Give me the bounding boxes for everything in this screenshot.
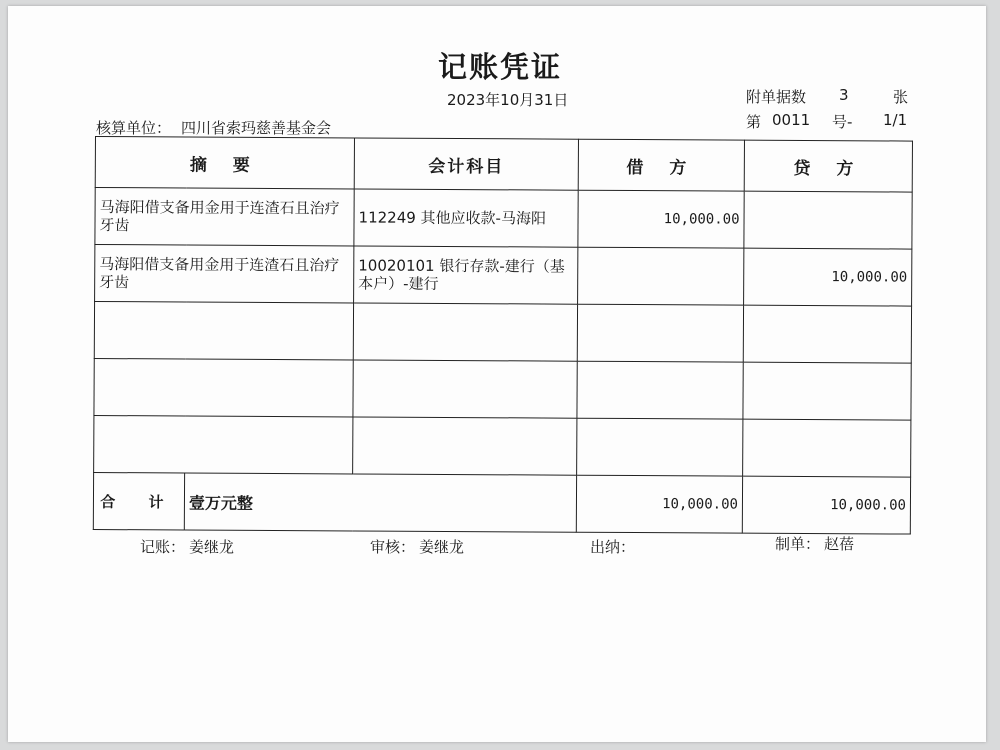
bookkeeper-signature [140,536,234,557]
total-credit: 10,000.00 [742,476,910,534]
total-debit: 10,000.00 [576,475,742,533]
row-credit: 10,000.00 [744,248,912,306]
row-debit [577,304,743,362]
reviewer-signature [370,536,464,557]
row-debit [578,247,744,305]
row-account [353,417,577,475]
row-credit [743,362,911,420]
voucher-page: 1/1 [883,111,908,129]
row-summary: 马海阳借支备用金用于连渣石且治疗牙齿 [95,188,354,246]
voucher-number-prefix: 第 [746,113,762,131]
reviewer-label: 审核： [370,538,416,556]
table-row [94,302,911,364]
row-account: 112249 其他应收款-马海阳 [354,189,578,247]
row-debit [577,361,743,419]
voucher-number-value: 0011 [772,111,811,129]
row-account: 10020101 银行存款-建行（基本户）-建行 [354,246,578,304]
header-credit: 贷 方 [744,140,912,192]
bookkeeper-label: 记账： [140,538,186,556]
attachment-label: 附单据数 [746,88,807,106]
header-debit: 借 方 [578,139,744,191]
total-label: 合 计 [93,472,184,530]
voucher-table [93,136,913,535]
attachment-number: 3 [839,86,849,104]
voucher-date: 2023年10月31日 [447,91,569,109]
row-summary [94,358,353,416]
row-account [353,360,577,418]
reviewer-name: 姜继龙 [419,538,465,556]
header-summary: 摘 要 [95,137,354,189]
row-credit [743,419,911,477]
row-credit [744,191,912,249]
row-summary: 马海阳借支备用金用于连渣石且治疗牙齿 [95,245,354,303]
preparer-name: 赵蓓 [824,535,855,553]
attachment-unit: 张 [893,88,909,106]
accounting-unit-name: 四川省索玛慈善基金会 [181,119,332,137]
row-debit: 10,000.00 [578,190,744,248]
accounting-unit-label: 核算单位： [96,119,172,137]
row-account [353,303,577,361]
row-debit [577,418,743,476]
voucher-title: 记账凭证 [437,50,562,84]
bookkeeper-name: 姜继龙 [189,538,235,556]
preparer-signature [775,533,854,554]
voucher-number-suffix: 号- [832,113,853,131]
row-summary [94,415,353,473]
cashier-label: 出纳： [590,538,636,556]
table-row [94,358,911,420]
preparer-label: 制单： [775,535,821,553]
row-credit [743,305,911,363]
accounting-unit [96,117,331,138]
header-row [95,137,912,193]
table-row [95,188,912,250]
header-account: 会计科目 [354,138,578,190]
table-row [95,245,912,307]
total-in-words: 壹万元整 [184,473,576,532]
total-row [93,472,910,534]
table-row [94,415,911,477]
row-summary [94,302,353,360]
cashier-signature [590,536,639,557]
